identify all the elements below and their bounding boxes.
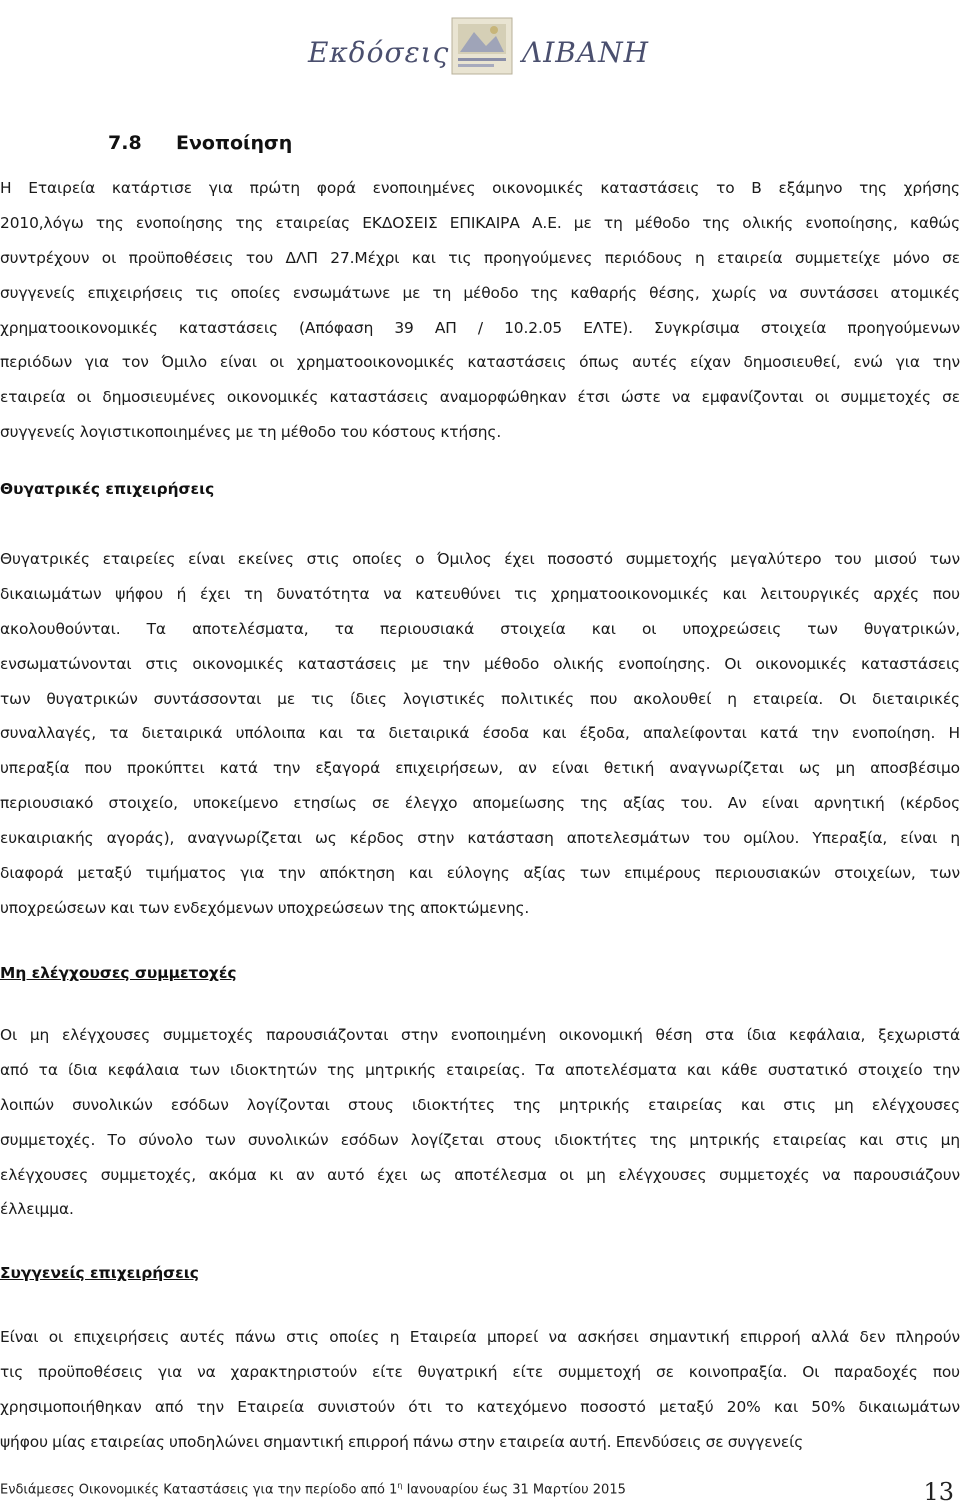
subsidiaries-heading: Θυγατρικές επιχειρήσεις (0, 480, 215, 498)
text-line: έλλειμμα. (0, 1200, 74, 1219)
text-line: συντρέχουν οι προϋποθέσεις του ΔΛΠ 27.Μέχρι και τις προηγούμενες περιόδους η εταιρεία συμμετείχε μόνο σε (0, 248, 960, 267)
text-line: από τα ίδια κεφάλαια των ιδιοκτητών της μητρικής εταιρείας. Τα αποτελέσματα και κάθε συστατικό στοιχείο την (0, 1060, 960, 1079)
text-line: Η Εταιρεία κατάρτισε για πρώτη φορά ενοποιημένες οικονομικές καταστάσεις το Β εξάμηνο της χρήσης (0, 179, 960, 197)
section-number: 7.8 (108, 132, 142, 154)
text-line: ακολουθούνται. Τα αποτελέσματα, τα περιουσιακά στοιχεία και οι υποχρεώσεις των θυγατρικών, (0, 619, 960, 638)
text-line: διαφορά μεταξύ τιμήματος για την απόκτηση και εύλογης αξίας των επιμέρους περιουσιακών στοιχείων, των (0, 864, 960, 883)
text-line: συναλλαγές, τα διεταιρικά υπόλοιπα και τα διεταιρικά έσοδα και έξοδα, απαλείφονται κατά την ενοποίηση. Η (0, 724, 960, 743)
logo-emblem-icon (446, 14, 518, 78)
text-line: δικαιωμάτων ψήφου ή έχει τη δυνατότητα να κατευθύνει τις χρηματοοικονομικές και λειτουργικές αρχές που (0, 584, 960, 603)
text-line: Οι μη ελέγχουσες συμμετοχές παρουσιάζονται στην ενοποιημένη οικονομική θέση στα ίδια κεφάλαια, ξεχωριστά (0, 1026, 960, 1044)
section-title-text: Ενοποίηση (176, 132, 293, 154)
logo-text-right: ΛΙΒΑΝΗ (522, 36, 649, 69)
section-title (108, 132, 292, 154)
minority-heading: Μη ελέγχουσες συμμετοχές (0, 964, 237, 982)
footer-text-after: Ιανουαρίου έως 31 Μαρτίου 2015 (402, 1482, 626, 1498)
text-line: ψήφου μίας εταιρείας υποδηλώνει σημαντική επιρροή πάνω στην εταιρεία αυτή. Επενδύσεις σε συγγενείς (0, 1432, 804, 1451)
text-line: χρησιμοποιήθηκαν από την Εταιρεία συνιστούν ότι το κατεχόμενο ποσοστό μεταξύ 20% και 50% δικαιωμάτων (0, 1397, 960, 1416)
text-line: συμμετοχές. Το σύνολο των συνολικών εσόδων λογίζεται στους ιδιοκτήτες της μητρικής εταιρείας και στις μη (0, 1130, 960, 1149)
text-line: χρηματοοικονομικές καταστάσεις (Απόφαση 39 ΑΠ / 10.2.05 ΕΛΤΕ). Συγκρίσιμα στοιχεία προηγούμενων (0, 318, 960, 337)
text-line: υποχρεώσεων και των ενδεχόμενων υποχρεώσεων της αποκτώμενης. (0, 898, 530, 917)
associates-heading: Συγγενείς επιχειρήσεις (0, 1264, 199, 1282)
footer-superscript: η (397, 1481, 403, 1490)
page-number: 13 (923, 1478, 954, 1506)
text-line: ευκαιριακής αγοράς), αναγνωρίζεται ως κέρδος στην κατάσταση αποτελεσμάτων του ομίλου. Υπεραξία, είναι η (0, 829, 960, 848)
text-line: 2010,λόγω της ενοποίησης της εταιρείας ΕΚΔΟΣΕΙΣ ΕΠΙΚΑΙΡΑ Α.Ε. με τη μέθοδο της ολικής ενοποίησης, καθώς (0, 213, 960, 232)
text-line: ελέγχουσες συμμετοχές, ακόμα κι αν αυτό έχει ως αποτέλεσμα οι μη ελέγχουσες συμμετοχές να παρουσιάζουν (0, 1165, 960, 1184)
text-line: τις προϋποθέσεις για να χαρακτηριστούν είτε θυγατρική είτε συμμετοχή σε κοινοπραξία. Οι παραδοχές που (0, 1362, 960, 1381)
text-line: ενσωματώνονται στις οικονομικές καταστάσεις με την μέθοδο ολικής ενοποίησης. Οι οικονομικές καταστάσεις (0, 654, 960, 673)
text-line: Είναι οι επιχειρήσεις αυτές πάνω στις οποίες η Εταιρεία μπορεί να ασκήσει σημαντική επιρροή αλλά δεν πληρούν (0, 1328, 960, 1346)
text-line: περιόδων για τον Όμιλο είναι οι χρηματοοικονομικές καταστάσεις όπως αυτές είχαν δημοσιευθεί, ενώ για την (0, 353, 960, 372)
text-line: περιουσιακό στοιχείο, υποκείμενο ετησίως σε έλεγχο απομείωσης της αξίας του. Αν είναι αρνητική (κέρδος (0, 794, 960, 813)
text-line: των θυγατρικών συντάσσονται με τις ίδιες λογιστικές πολιτικές που ακολουθεί η εταιρεία. Οι διεταιρικές (0, 689, 960, 708)
associates-paragraph (0, 1320, 960, 1460)
text-line: συγγενείς λογιστικοποιημένες με τη μέθοδο του κόστους κτήσης. (0, 423, 502, 442)
logo-text-left: Εκδόσεις (308, 36, 450, 69)
publisher-logo (270, 14, 670, 82)
text-line: Θυγατρικές εταιρείες είναι εκείνες στις οποίες ο Όμιλος έχει ποσοστό συμμετοχής μεγαλύτερο του μισού των (0, 550, 960, 568)
text-line: λοιπών συνολικών εσόδων λογίζονται στους ιδιοκτήτες της μητρικής εταιρείας και στις μη ελέγχουσες (0, 1095, 960, 1114)
text-line: εταιρεία οι δημοσιευμένες οικονομικές καταστάσεις αναμορφώθηκαν έτσι ώστε να εμφανίζονται οι συμμετοχές σε (0, 388, 960, 407)
text-line: συγγενείς επιχειρήσεις τις οποίες ενσωμάτωνε με τη μέθοδο της καθαρής θέσης, χωρίς να συντάσσει ατομικές (0, 283, 960, 302)
footer-text-before: Ενδιάμεσες Οικονομικές Καταστάσεις για την περίοδο από 1 (0, 1482, 398, 1498)
subsidiaries-paragraph (0, 542, 960, 926)
intro-paragraph (0, 171, 960, 450)
footer-caption (0, 1481, 626, 1497)
text-line: υπεραξία που προκύπτει κατά την εξαγορά επιχειρήσεων, αν είναι θετική αναγνωρίζεται ως μη αποσβέσιμο (0, 759, 960, 778)
minority-paragraph (0, 1018, 960, 1227)
